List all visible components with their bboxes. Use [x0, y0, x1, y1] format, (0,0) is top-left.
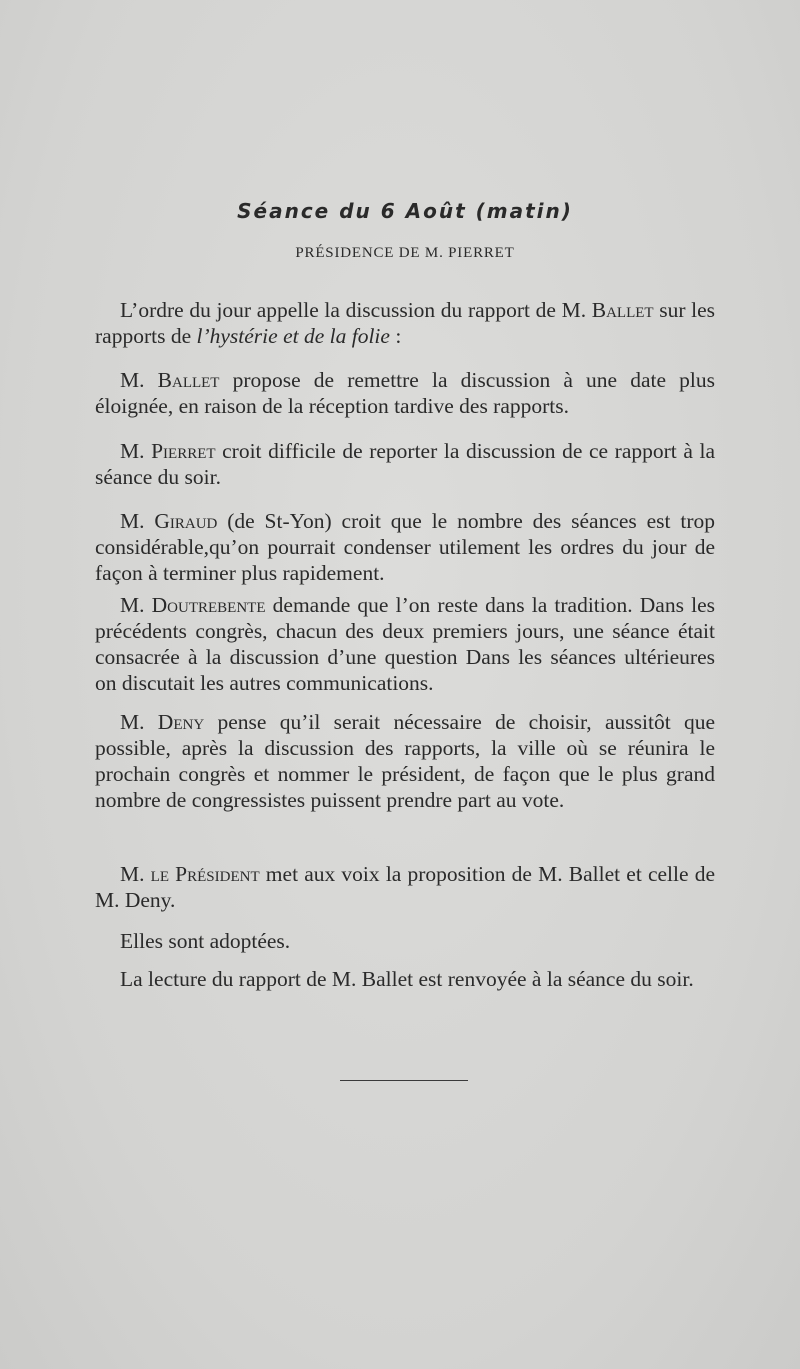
paragraph-pierret: M. Pierret croit difficile de reporter la discussion de ce rapport à la séance du soir. — [95, 439, 715, 489]
paragraph-agenda: L’ordre du jour appelle la discussion du rapport de M. Ballet sur les rapports de l’hystérie et de la folie : — [95, 298, 715, 348]
paragraph-adopted: Elles sont adoptées. — [120, 929, 291, 953]
page-content — [95, 196, 716, 991]
paragraph-ballet: M. Ballet propose de remettre la discussion à une date plus éloignée, en raison de la réception tardive des rapports. — [95, 368, 715, 418]
paragraph-giraud: M. Giraud (de St-Yon) croit que le nombre des séances est trop considérable,qu’on pourrait condenser utilement les ordres du jour de façon à terminer plus rapidement. — [95, 509, 715, 585]
section-end-rule — [340, 1080, 468, 1081]
report-title: l’hystérie et de la folie — [196, 324, 390, 348]
name-doutrebente: Doutrebente — [151, 593, 266, 617]
name-ballet: Ballet — [591, 298, 654, 322]
paragraph-deny: M. Deny pense qu’il serait nécessaire de choisir, aussitôt que possible, après la discussion des rapports, la ville où se réunira le prochain congrès et nommer le président, de façon que le plus grand nombre de congressistes puissent prendre part au vote. — [95, 710, 716, 812]
paragraph-president-vote: M. le Président met aux voix la proposition de M. Ballet et celle de M. Deny. — [95, 862, 715, 912]
name-deny: Deny — [157, 710, 205, 734]
presidency-subheading: PRÉSIDENCE DE M. PIERRET — [295, 245, 515, 261]
name-ballet: Ballet — [157, 368, 220, 392]
session-heading: Séance du 6 Août (matin) — [237, 199, 573, 223]
paragraph-doutrebente: M. Doutrebente demande que l’on reste dans la tradition. Dans les précédents congrès, chacun des deux premiers jours, une séance était consacrée à la discussion d’une question Dans les séances ultérieures on discutait les autres communications. — [95, 593, 715, 695]
name-pierret: Pierret — [151, 439, 216, 463]
name-giraud: Giraud — [154, 509, 218, 533]
name-president: le Président — [150, 862, 260, 886]
paragraph-reading-postponed: La lecture du rapport de M. Ballet est renvoyée à la séance du soir. — [120, 967, 694, 991]
